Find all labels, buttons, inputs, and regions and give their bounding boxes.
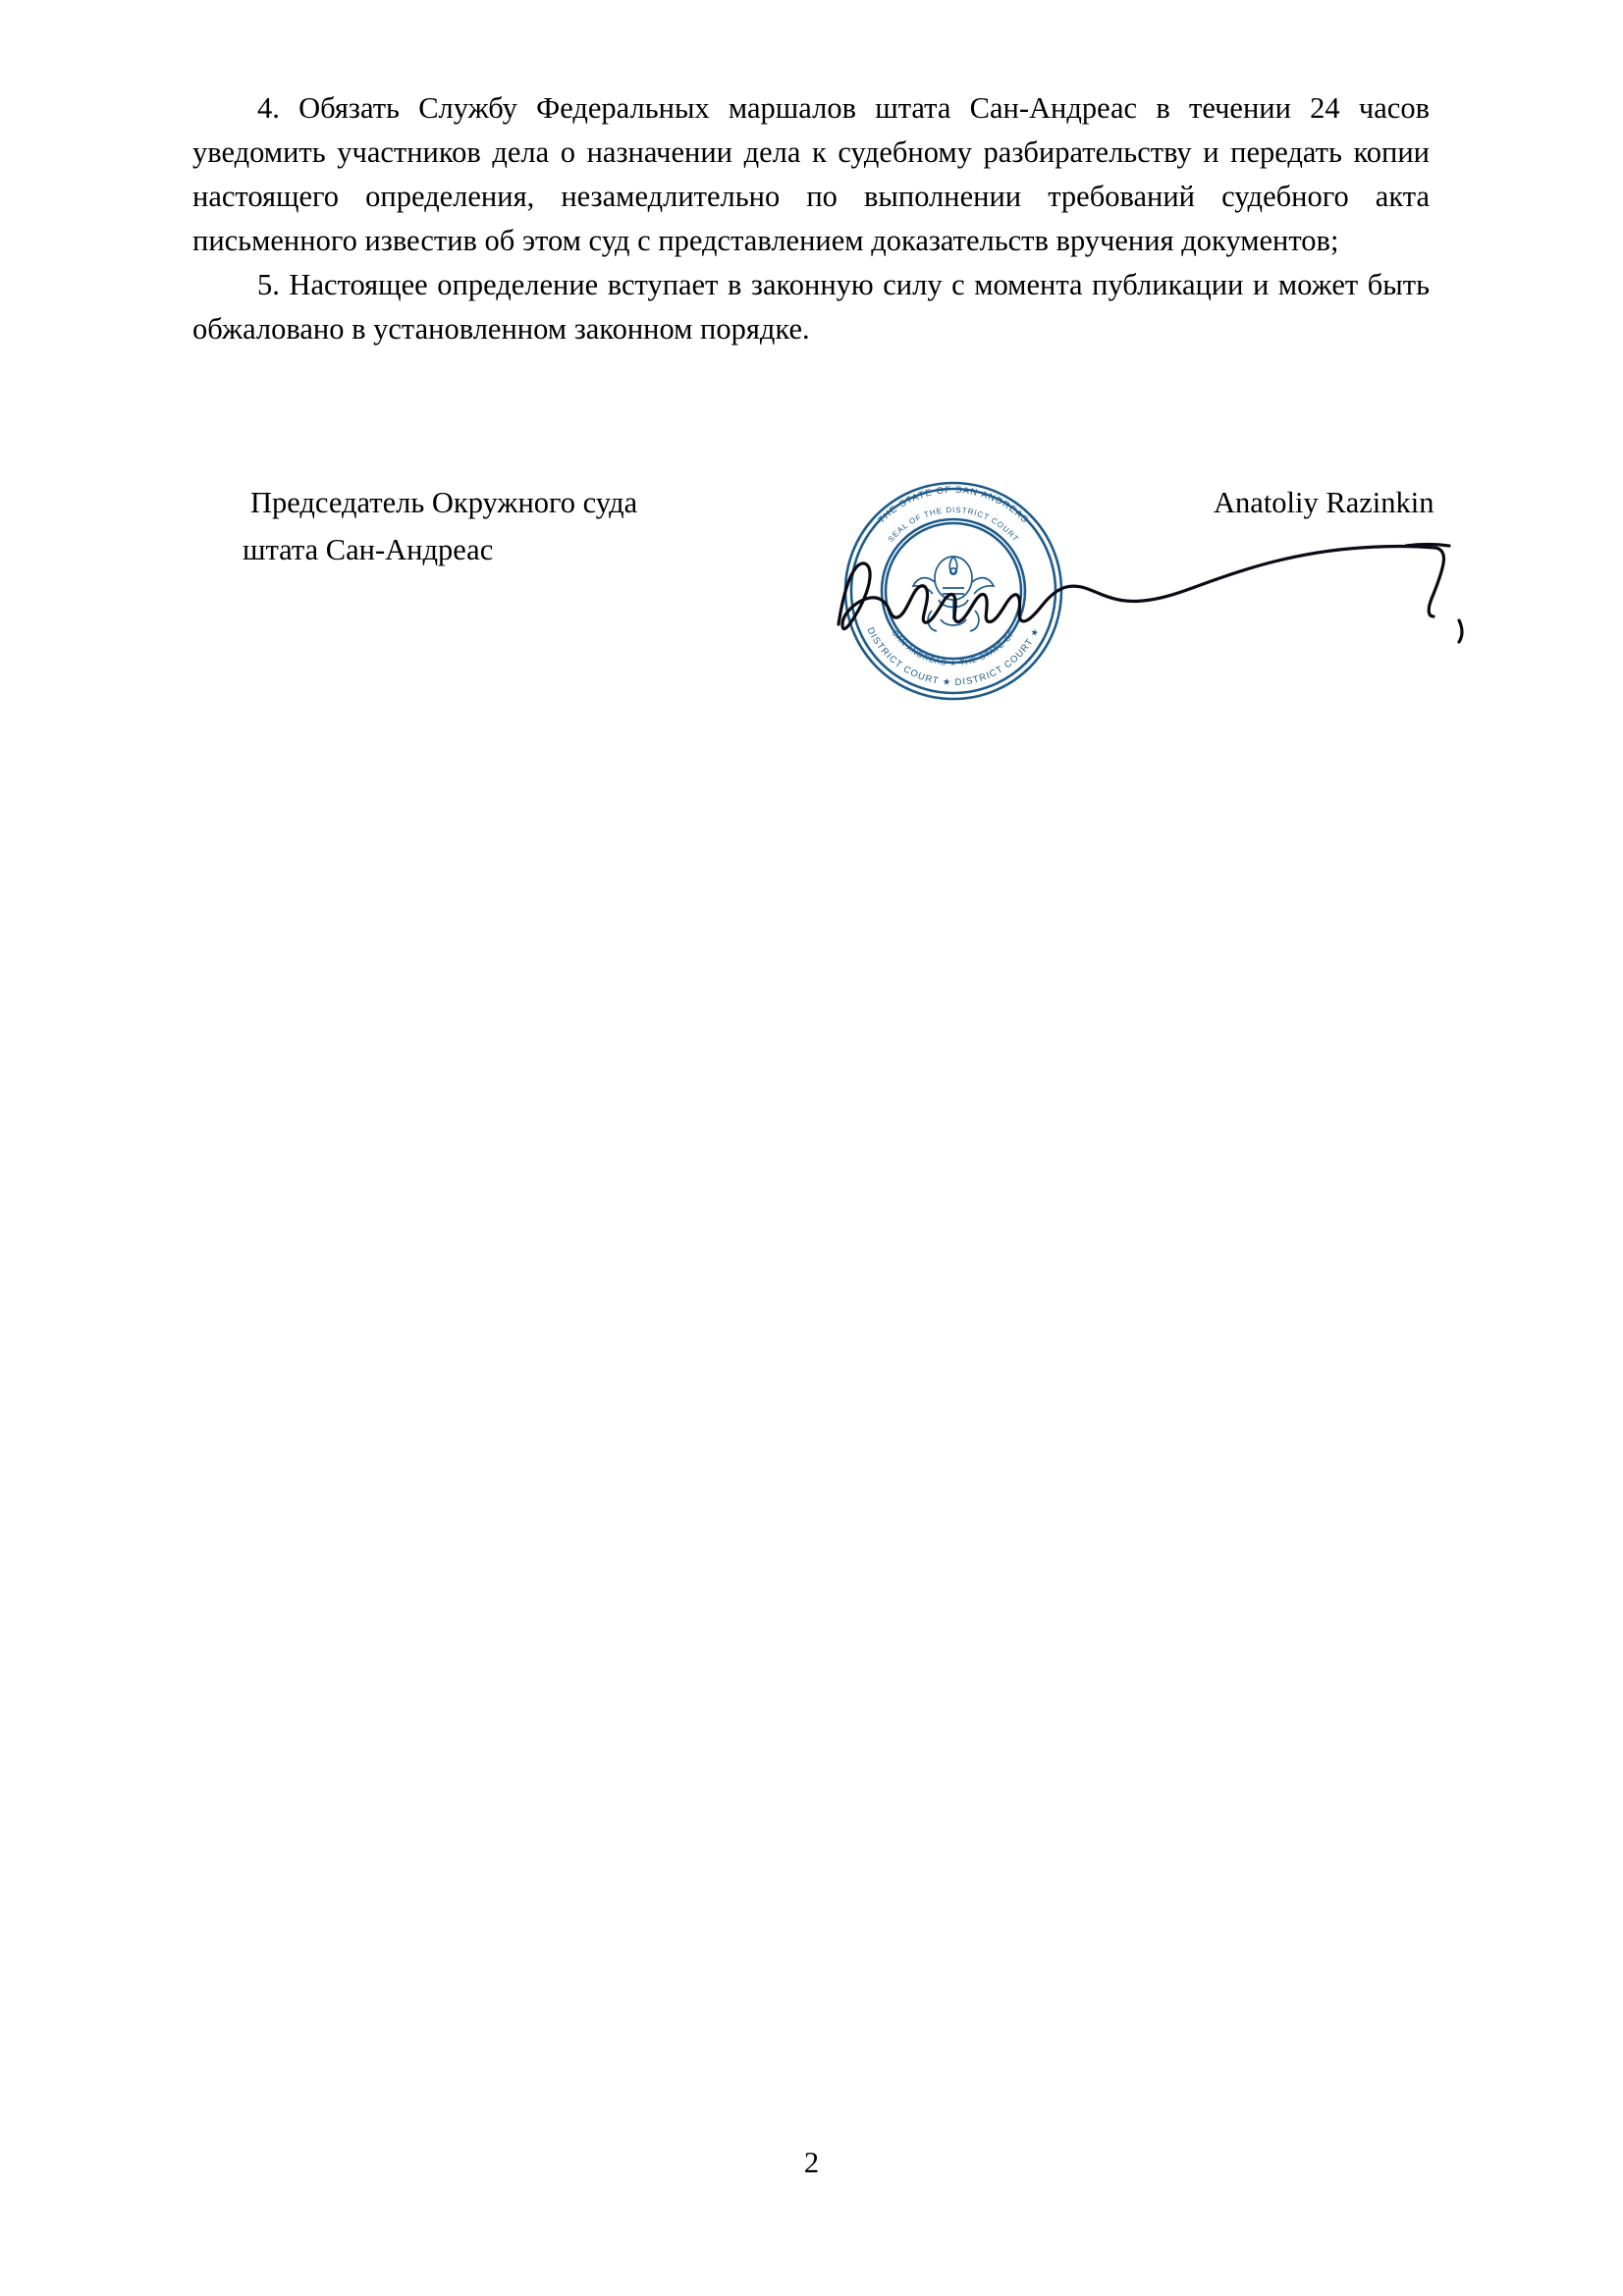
- signer-role: [243, 479, 800, 573]
- signature-block: [192, 479, 1434, 724]
- document-body: [192, 86, 1430, 351]
- paragraph-5: 5. Настоящее определение вступает в законную силу с момента публикации и может быть обжаловано в установленном законном порядке.: [192, 268, 1430, 346]
- stamp-text-inner-bottom: SAN ANDREAS ★ THE STATE OF: [890, 628, 1017, 668]
- page-number: 2: [803, 2146, 820, 2179]
- stamp-text-outer-top: THE STATE OF SAN ANDREAS: [876, 484, 1031, 526]
- stamp-eagle-emblem: [913, 557, 994, 631]
- signer-role-line-1: Председатель Окружного суда: [250, 486, 638, 519]
- signer-name: Anatoliy Razinkin: [1214, 486, 1434, 519]
- stamp-text-inner-top: SEAL OF THE DISTRICT COURT: [886, 505, 1021, 544]
- paragraph-4: 4. Обязать Службу Федеральных маршалов штата Сан-Андреас в течении 24 часов уведомить участников дела о назначении дела к судебному разбирательству и передать копии настоящего определения, незамедлительно по выполнении требований судебного акта письменного известив об этом суд с представлением доказательств вручения документов;: [192, 91, 1430, 257]
- stamp-text-outer-bottom: DISTRICT COURT ★ DISTRICT COURT ★: [864, 625, 1043, 689]
- court-seal-stamp-icon: [835, 472, 1072, 710]
- signer-role-line-2: штата Сан-Андреас: [243, 533, 494, 566]
- svg-text:SAN ANDREAS ★ THE STATE OF: [890, 628, 1016, 667]
